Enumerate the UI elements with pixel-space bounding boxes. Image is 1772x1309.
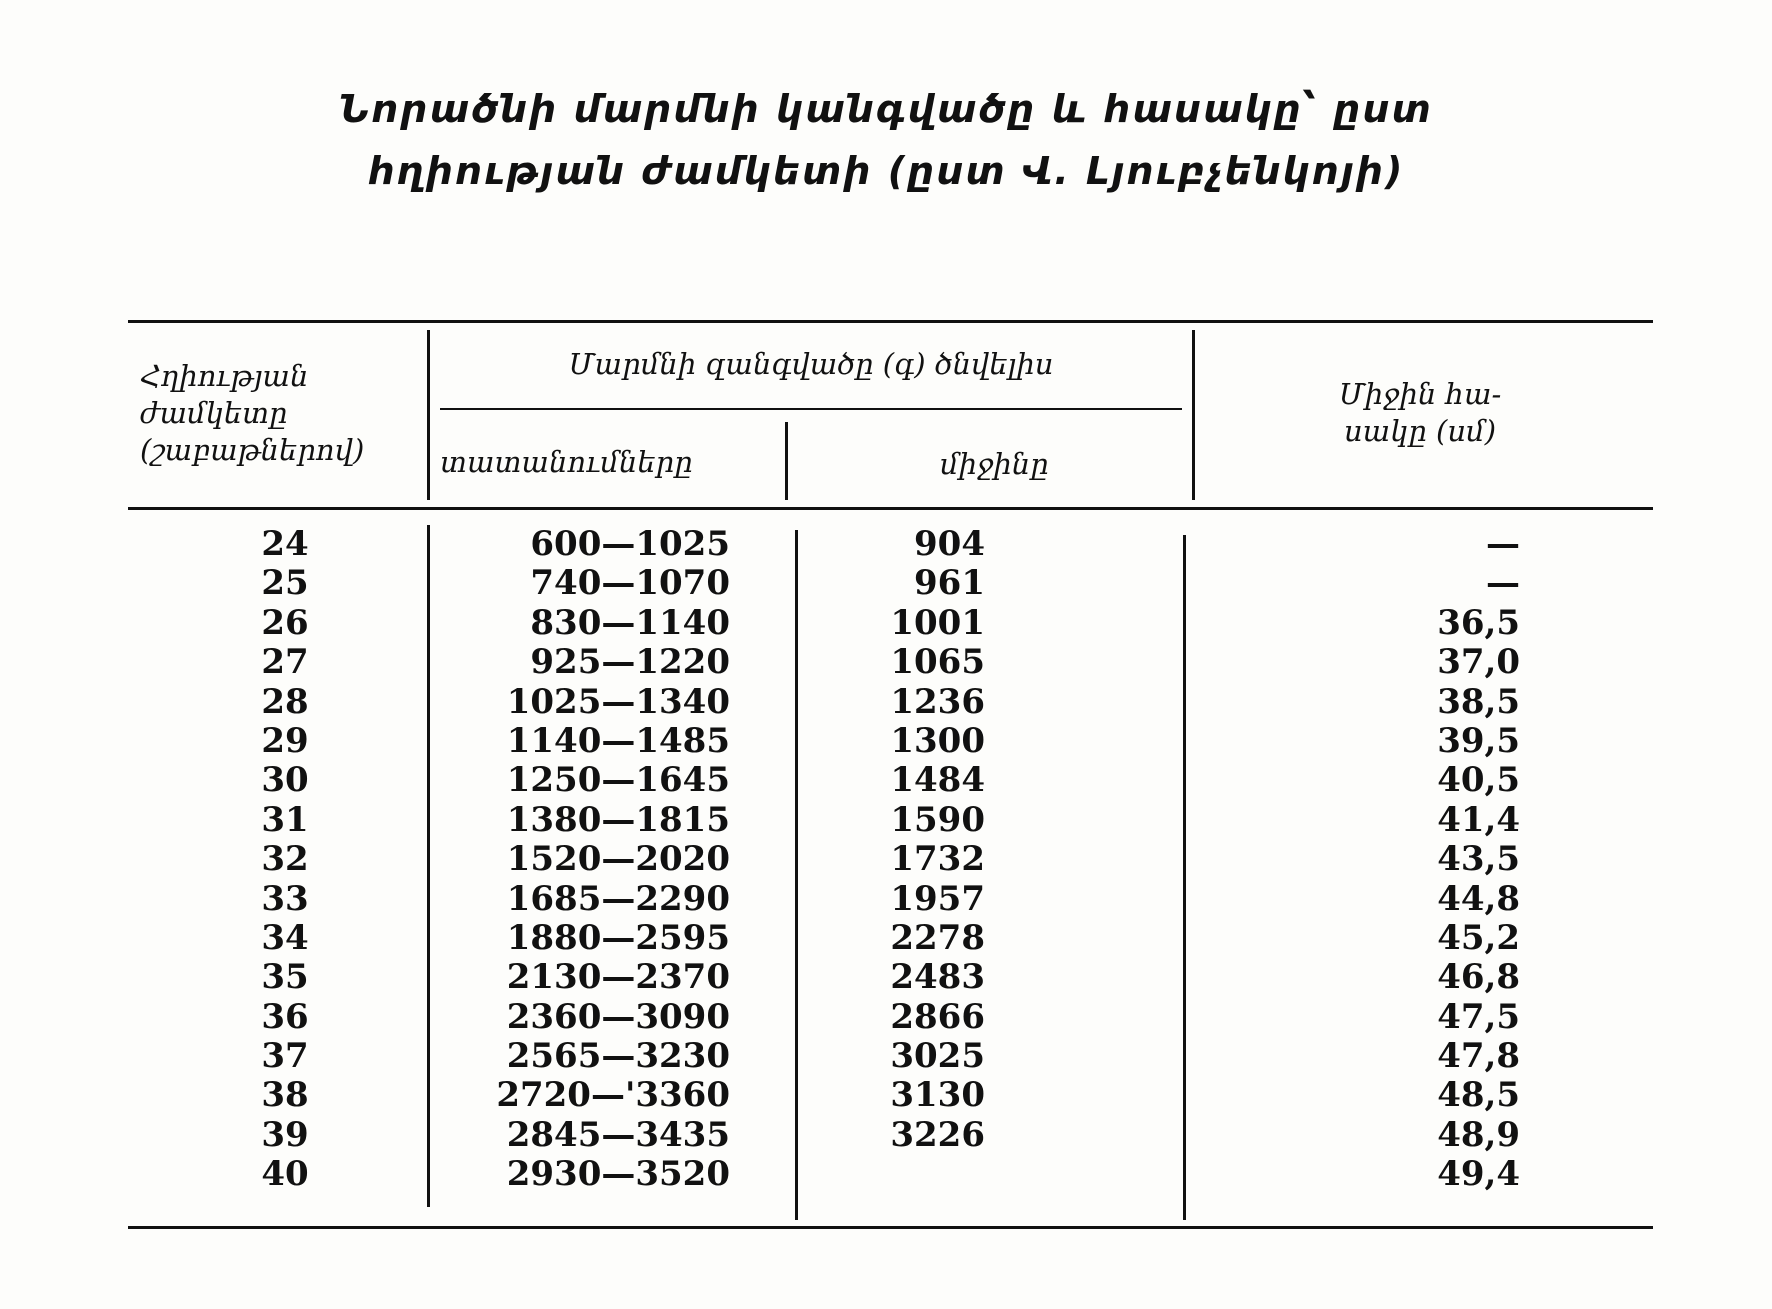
cell-length: 48,9 — [1437, 1114, 1520, 1155]
cell-week: 25 — [261, 563, 309, 604]
cell-length: 49,4 — [1437, 1154, 1520, 1195]
cell-week: 36 — [261, 996, 309, 1037]
column-week — [230, 525, 340, 1195]
cell-mean: 1236 — [890, 681, 985, 722]
column-length — [1390, 525, 1520, 1195]
cell-week: 39 — [261, 1114, 309, 1155]
cell-mean: 1065 — [890, 642, 985, 683]
title-line-1: Նորածնի մարմնի կանգվածը և հասակը՝ ըստ — [339, 87, 1433, 131]
cell-mean: 2278 — [890, 917, 985, 958]
cell-range: 1140—1485 — [506, 720, 730, 761]
header-range: տատանումները — [440, 445, 693, 479]
column-range — [470, 525, 730, 1195]
cell-mean: 1300 — [890, 720, 985, 761]
cell-length: 36,5 — [1437, 602, 1520, 643]
header-length-line-1: Միջին հա- — [1338, 377, 1502, 411]
header-length — [1260, 376, 1580, 450]
cell-mean: 2483 — [890, 957, 985, 998]
header-divider-3 — [1192, 330, 1195, 500]
cell-range: 2130—2370 — [506, 957, 730, 998]
cell-range: 1025—1340 — [506, 681, 730, 722]
cell-length: 47,5 — [1437, 996, 1520, 1037]
header-divider-2 — [785, 422, 788, 500]
cell-week: 34 — [261, 917, 309, 958]
cell-mean — [875, 1155, 985, 1194]
header-week-line-3: (շաբաթներով) — [140, 433, 365, 467]
cell-length: 40,5 — [1437, 760, 1520, 801]
cell-mean: 3025 — [890, 1036, 985, 1077]
cell-range: 1250—1645 — [506, 760, 730, 801]
title-line-2: հղիության ժամկետի (ըստ Վ. Լյուբչենկոյի) — [367, 149, 1405, 193]
header-week-line-2: ժամկետը — [140, 396, 288, 430]
cell-week: 29 — [261, 720, 309, 761]
cell-length: — — [1486, 563, 1520, 604]
cell-length: 45,2 — [1437, 917, 1520, 958]
cell-length: 38,5 — [1437, 681, 1520, 722]
cell-range: 2930—3520 — [506, 1154, 730, 1195]
header-weight-group: Մարմնի զանգվածը (գ) ծնվելիս — [568, 347, 1054, 381]
cell-week: 38 — [261, 1075, 309, 1116]
table-bottom-rule — [128, 1226, 1653, 1229]
body-divider-3 — [1183, 535, 1186, 1220]
cell-length: 44,8 — [1437, 878, 1520, 919]
cell-range: 1520—2020 — [506, 839, 730, 880]
cell-range: 925—1220 — [530, 642, 730, 683]
cell-mean: 3226 — [890, 1114, 985, 1155]
cell-length: 43,5 — [1437, 839, 1520, 880]
cell-length: 48,5 — [1437, 1075, 1520, 1116]
body-divider-2 — [795, 530, 798, 1220]
cell-week: 33 — [261, 878, 309, 919]
cell-range: 2360—3090 — [506, 996, 730, 1037]
header-week — [140, 358, 410, 469]
column-mean — [875, 525, 985, 1195]
cell-length: 47,8 — [1437, 1036, 1520, 1077]
cell-length: 41,4 — [1437, 799, 1520, 840]
weight-group-rule — [440, 408, 1182, 410]
cell-week: 30 — [261, 760, 309, 801]
cell-mean: 1001 — [890, 602, 985, 643]
cell-mean: 961 — [914, 563, 985, 604]
cell-length: — — [1486, 524, 1520, 564]
cell-length: 39,5 — [1437, 720, 1520, 761]
cell-week: 26 — [261, 602, 309, 643]
cell-mean: 904 — [914, 524, 985, 564]
cell-mean: 1732 — [890, 839, 985, 880]
cell-range: 1685—2290 — [506, 878, 730, 919]
header-bottom-rule — [128, 507, 1653, 510]
cell-week: 32 — [261, 839, 309, 880]
header-mean: միջինը — [940, 447, 1049, 481]
cell-week: 24 — [261, 524, 309, 564]
header-length-line-2: սակը (սմ) — [1343, 414, 1497, 448]
cell-range: 600—1025 — [530, 524, 730, 564]
cell-week: 31 — [261, 799, 309, 840]
header-divider-1 — [427, 330, 430, 500]
cell-range: 2565—3230 — [506, 1036, 730, 1077]
header-week-line-1: Հղիության — [140, 359, 309, 393]
cell-mean: 1957 — [890, 878, 985, 919]
cell-week: 40 — [261, 1154, 309, 1195]
body-divider-1 — [427, 525, 430, 1207]
cell-mean: 3130 — [890, 1075, 985, 1116]
table-top-rule — [128, 320, 1653, 323]
cell-range: 2845—3435 — [506, 1114, 730, 1155]
cell-length: 46,8 — [1437, 957, 1520, 998]
cell-range: 830—1140 — [530, 602, 730, 643]
cell-length: 37,0 — [1437, 642, 1520, 683]
cell-range: 2720—'3360 — [496, 1075, 730, 1116]
cell-week: 28 — [261, 681, 309, 722]
cell-range: 1880—2595 — [506, 917, 730, 958]
cell-week: 37 — [261, 1036, 309, 1077]
cell-mean: 1484 — [890, 760, 985, 801]
cell-mean: 1590 — [890, 799, 985, 840]
cell-range: 1380—1815 — [506, 799, 730, 840]
cell-range: 740—1070 — [530, 563, 730, 604]
cell-week: 27 — [261, 642, 309, 683]
page-title — [0, 78, 1772, 202]
cell-mean: 2866 — [890, 996, 985, 1037]
cell-week: 35 — [261, 957, 309, 998]
